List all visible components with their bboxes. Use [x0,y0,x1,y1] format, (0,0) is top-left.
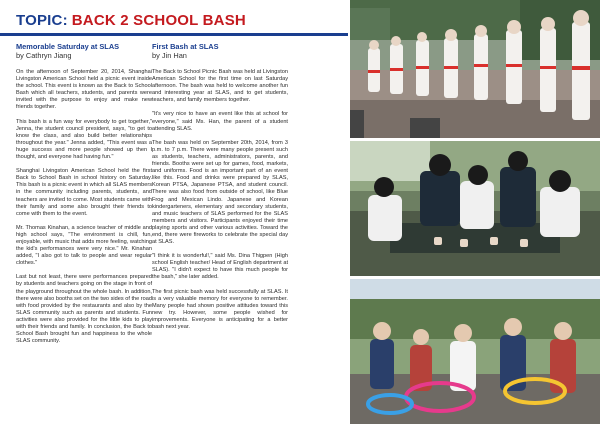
article-memorable-saturday [16,42,152,352]
article-paragraph: "I think it is wonderful!," said Ms. Dina Thigpen (High school English teacher/ Head of English department at SLAS). "I didn't expect to have this much people for the bash," she later added. [152,253,288,281]
photo-outdoor-games [350,279,600,424]
title-divider [0,33,348,36]
article-paragraph: This bash is a fun way for everybody to get together," Jenna, the student council president, says, "to get to know the class, and also build better relationships throughout the year." Jenna added, "This event was a huge success and more people showed up then I thought, and everyone had having fun." [16,118,152,161]
topic-prefix: TOPIC: [16,12,68,29]
topic-title-text: BACK 2 SCHOOL BASH [71,12,246,29]
page-title [16,12,246,29]
article-paragraph: Last but not least, there were performances prepared by students and teachers going on the stage in front of the playground throughout the whole bash. In addition, there were also booths set on the two sides of the road with food provided by the restaurants and also by the SLAS community such as parents and students. Fun activities were also provided for the little kids to play with their friends and family. In conclusion, the Back to School Bash brought fun and happiness to the whole SLAS community. [16,274,152,345]
article-paragraph: Shanghai Livingston American School held the first Back to School Bash in school history on Saturday. This bash is a picnic event in which all SLAS members in the community including parents, students, and teachers are invited to come. Most students came with their family and some also brought their friends to come with them to the event. [16,168,152,217]
photo-performance [350,0,600,138]
article-paragraph: "It's very nice to have an event like this at school for everyone," said Ms. Han, the parent of a student attending SLAS. [152,111,288,132]
article-headline: First Bash at SLAS [152,42,219,51]
article-paragraph: The bash was held on September 20th, 2014, from 3 p.m. to 7 p.m. There were many people present such as students, teachers, administrators, parents, and friends. Booths were set up for games, food, markets, and uniforms. Food is an important part of an event like this. Food and drinks were prepared by SLAS, Korean PTSA, Japanese PTSA, and student council. There was also food from outside of school, like Blue Frog and Mexican Lindo. Japanese and Korean kindergarteners, elementary and secondary students, and music teachers of SLAS performed for the SLAS members and visitors. Participants enjoyed their time playing sports and other various activities. Toward the end, there were fireworks to celebrate the special day at SLAS. [152,139,288,246]
article-paragraph: The Back to School Picnic Bash was held at Livingston American School for the first time on last Saturday afternoon. The bash was held to welcome another fun and interesting year at SLAS, and to get students, teachers, and family members together. [152,69,288,104]
photo-column [348,0,600,424]
article-byline: by Cathryn Jiang [16,51,72,60]
article-paragraph: The first picnic bash was held successfully at SLAS. It is a very valuable memory for everyone to remember. Many people had shown positive attitudes toward this new try. However, some people wished for improvements. Everyone is anticipating for a better bash next year. [152,288,288,330]
article-paragraph: Mr. Thomas Kinahan, a science teacher of middle and high school says, "The environment is chill, fun, enjoyable, with music that adds more feeling, watching the kid's performances were very nice." Mr. Kinahan added, "I also got to talk to people and wear regular clothes." [16,224,152,267]
page-header [0,0,348,34]
photo-booth-activity [350,141,600,276]
article-byline: by Jin Han [152,51,187,60]
article-paragraph: On the afternoon of September 20, 2014, Shanghai Livingston American School held a picnic event inside the school. This event is known as the Back to School Bash which all teachers, students, and parents were invited with the purpose to enjoy and make new friends together. [16,69,152,111]
article-first-bash [152,42,288,338]
article-headline: Memorable Saturday at SLAS [16,42,120,51]
